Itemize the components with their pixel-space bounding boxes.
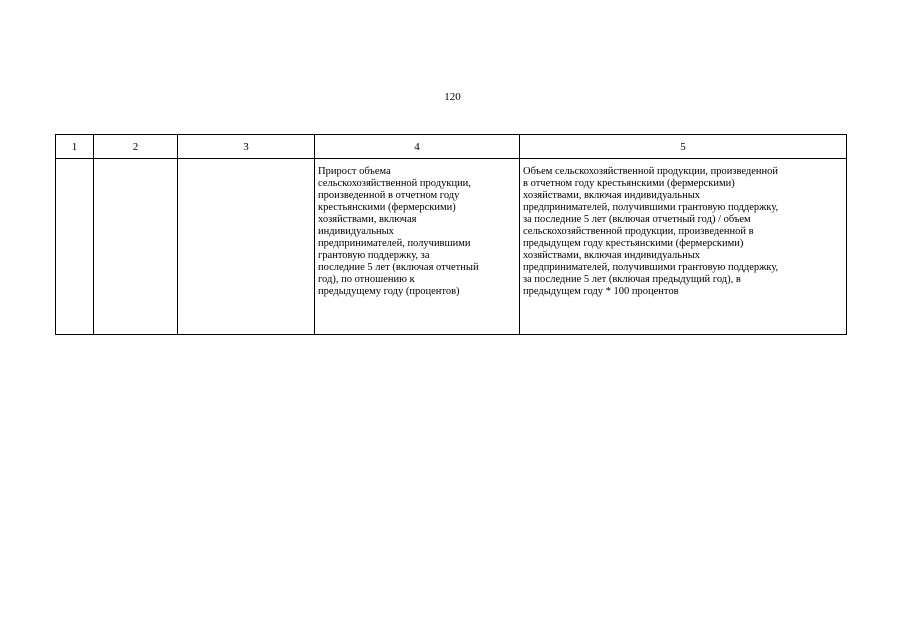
header-cell-3: 3 xyxy=(178,135,315,159)
indicator-name-line: грантовую поддержку, за xyxy=(318,250,430,261)
formula-line: Объем сельскохозяйственной продукции, произведенной xyxy=(523,166,778,177)
indicator-name-line: Прирост объема xyxy=(318,166,391,177)
indicator-table xyxy=(55,134,847,335)
indicator-name-line: сельскохозяйственной продукции, xyxy=(318,178,471,189)
formula-line: сельскохозяйственной продукции, произведенной в xyxy=(523,226,754,237)
cell-formula xyxy=(520,159,847,335)
indicator-name-line: произведенной в отчетном году xyxy=(318,190,460,201)
header-row xyxy=(56,135,847,159)
formula-line: хозяйствами, включая индивидуальных xyxy=(523,190,701,201)
indicator-name-line: год), по отношению к xyxy=(318,274,415,285)
header-cell-1: 1 xyxy=(56,135,94,159)
indicator-name-line: последние 5 лет (включая отчетный xyxy=(318,262,479,273)
page-number: 120 xyxy=(444,91,461,103)
table-row xyxy=(56,159,847,335)
formula-line: хозяйствами, включая индивидуальных xyxy=(523,250,701,261)
indicator-name-line: крестьянскими (фермерскими) xyxy=(318,202,456,213)
formula-line: предыдущем году * 100 процентов xyxy=(523,286,679,297)
indicator-name-line: предпринимателей, получившими xyxy=(318,238,471,249)
indicator-name-line: индивидуальных xyxy=(318,226,394,237)
formula-text xyxy=(523,166,843,298)
indicator-name-line: хозяйствами, включая xyxy=(318,214,417,225)
formula-line: предпринимателей, получившими грантовую поддержку, xyxy=(523,262,779,273)
cell-indicator-name xyxy=(315,159,520,335)
indicator-name-line: предыдущему году (процентов) xyxy=(318,286,460,297)
header-cell-5: 5 xyxy=(520,135,847,159)
formula-line: за последние 5 лет (включая отчетный год) / объем xyxy=(523,214,751,225)
header-cell-4: 4 xyxy=(315,135,520,159)
formula-line: в отчетном году крестьянскими (фермерскими) xyxy=(523,178,735,189)
cell-col-3 xyxy=(178,159,315,335)
indicator-name-text xyxy=(318,166,516,298)
cell-col-1 xyxy=(56,159,94,335)
formula-line: предыдущем году крестьянскими (фермерскими) xyxy=(523,238,744,249)
formula-line: предпринимателей, получившими грантовую поддержку, xyxy=(523,202,779,213)
cell-col-2 xyxy=(94,159,178,335)
formula-line: за последние 5 лет (включая предыдущий год), в xyxy=(523,274,741,285)
header-cell-2: 2 xyxy=(94,135,178,159)
